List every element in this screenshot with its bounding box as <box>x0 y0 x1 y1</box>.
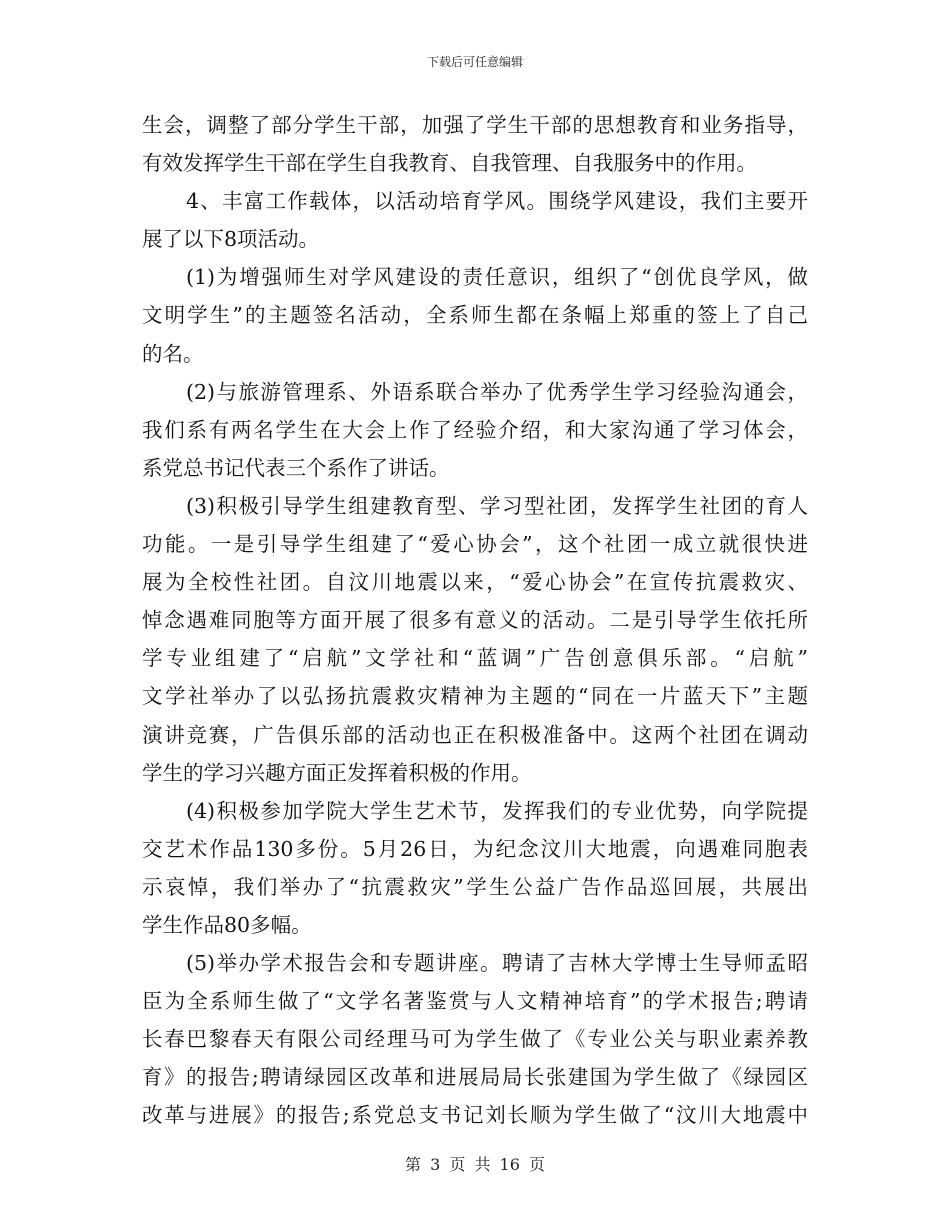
body-text-line: 学专业组建了“启航”文学社和“蓝调”广告创意俱乐部。“启航” <box>142 646 808 671</box>
body-text-line: 系党总书记代表三个系作了讲话。 <box>142 455 450 480</box>
body-text-line: 学生作品80多幅。 <box>142 912 312 937</box>
body-text-line: 悼念遇难同胞等方面开展了很多有意义的活动。二是引导学生依托所 <box>142 608 808 633</box>
body-text-line: 长春巴黎春天有限公司经理马可为学生做了《专业公关与职业素养教 <box>142 1027 808 1052</box>
body-text-line: (4)积极参加学院大学生艺术节，发挥我们的专业优势，向学院提 <box>186 798 808 823</box>
body-text-line: 学生的学习兴趣方面正发挥着积极的作用。 <box>142 760 532 785</box>
body-text-line: 育》的报告;聘请绿园区改革和进展局局长张建国为学生做了《绿园区 <box>142 1065 808 1090</box>
body-text-line: (5)举办学术报告会和专题讲座。聘请了吉林大学博士生导师孟昭 <box>186 951 808 976</box>
body-text-line: 文学社举办了以弘扬抗震救灾精神为主题的“同在一片蓝天下”主题 <box>142 684 808 709</box>
body-text-line: 交艺术作品130多份。5月26日，为纪念汶川大地震，向遇难同胞表 <box>142 836 808 861</box>
body-text-line: 我们系有两名学生在大会上作了经验介绍，和大家沟通了学习体会， <box>142 417 808 442</box>
body-text-line: 演讲竞赛，广告俱乐部的活动也正在积极准备中。这两个社团在调动 <box>142 722 808 747</box>
body-text-line: 改革与进展》的报告;系党总支书记刘长顺为学生做了“汶川大地震中 <box>142 1103 808 1128</box>
body-text-line: 有效发挥学生干部在学生自我教育、自我管理、自我服务中的作用。 <box>142 151 757 176</box>
body-text-line: 展为全校性社团。自汶川地震以来，“爱心协会”在宣传抗震救灾、 <box>142 570 808 595</box>
body-text-line: 生会，调整了部分学生干部，加强了学生干部的思想教育和业务指导， <box>142 113 808 137</box>
page-header: 下载后可任意编辑 <box>426 55 523 69</box>
body-text-line: 功能。一是引导学生组建了“爱心协会”，这个社团一成立就很快进 <box>142 532 808 557</box>
body-text-line: (2)与旅游管理系、外语系联合举办了优秀学生学习经验沟通会， <box>186 379 808 404</box>
page-footer: 第 3 页 共 16 页 <box>405 1155 545 1174</box>
body-text-line: 4、丰富工作载体，以活动培育学风。围绕学风建设，我们主要开 <box>186 189 808 214</box>
body-text-line: 示哀悼，我们举办了“抗震救灾”学生公益广告作品巡回展，共展出 <box>142 874 808 899</box>
body-text-line: 的名。 <box>142 341 204 366</box>
body-text-line: 臣为全系师生做了“文学名著鉴赏与人文精神培育”的学术报告;聘请 <box>142 989 808 1014</box>
body-text-line: (1)为增强师生对学风建设的责任意识，组织了“创优良学风，做 <box>186 265 808 290</box>
body-text-line: 文明学生”的主题签名活动，全系师生都在条幅上郑重的签上了自己 <box>142 303 808 328</box>
document-body <box>142 106 808 1135</box>
body-text-line: (3)积极引导学生组建教育型、学习型社团，发挥学生社团的育人 <box>186 493 808 518</box>
body-text-line: 展了以下8项活动。 <box>142 227 320 252</box>
